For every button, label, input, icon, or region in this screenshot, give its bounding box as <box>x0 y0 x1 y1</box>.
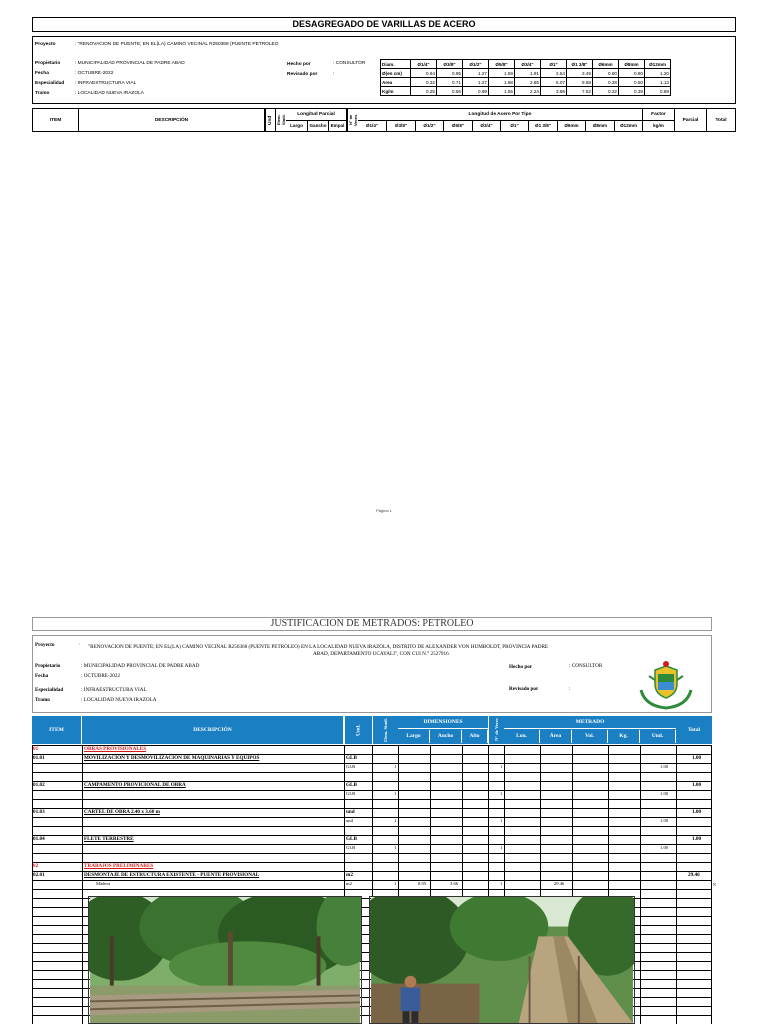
row-und: GLB <box>346 782 357 788</box>
diam-cell: 0.56 <box>437 87 463 96</box>
fecha-value: : OCTUBRE-2022 <box>75 71 114 76</box>
row-elem: 1 <box>394 818 397 823</box>
page-number: Página 1 <box>376 508 392 513</box>
col-tipo: Ø6mm <box>558 120 586 131</box>
row-und: und <box>346 809 355 815</box>
diam-header: Diam. <box>381 60 411 69</box>
col-tipo: Ø5/8" <box>444 120 473 131</box>
especialidad-label: Especialidad <box>35 687 64 693</box>
fecha-value: : OCTUBRE-2022 <box>81 673 121 679</box>
row-metrado-und: 1.00 <box>660 791 669 796</box>
row-veces: 1 <box>500 818 503 823</box>
row-desc: MOVILIZACION Y DESMOVILIZACION DE MAQUINARIAS Y EQUIPOS <box>84 755 260 761</box>
hecho-label: Hecho por <box>287 62 311 67</box>
kgm-row <box>381 87 671 96</box>
col-tipo: Ø1/2" <box>416 120 444 131</box>
col-gancho: Gancho <box>308 120 329 131</box>
col-und: Und <box>265 109 275 131</box>
fecha-label: Fecha <box>35 673 49 679</box>
row-und: GLB <box>346 845 356 850</box>
diam-header: Ø5/8" <box>489 60 515 69</box>
especialidad-value: : INFRAESTRUCTURA VIAL <box>75 81 137 86</box>
row-ancho: 3.66 <box>450 881 459 886</box>
diam-cell: 1.13 <box>645 78 671 87</box>
col-tipo: Ø3/4" <box>473 120 501 131</box>
row-item: 01.02 <box>33 782 45 788</box>
row-desc: DESMONTAJE DE ESTRUCTURA EXISTENTE - PUENTE PROVISIONAL <box>84 872 260 878</box>
col-n-veces: N° de Veces <box>488 716 504 744</box>
proyecto-value: : "RENOVACION DE PUENTE; EN EL(LA) CAMINO VECINAL R250368 (PUENTE PETROLEO <box>75 42 279 47</box>
project-info-box-2: Proyecto : "RENOVACION DE PUENTE; EN EL(LA) CAMINO VECINAL R250368 (PUENTE PETROLEO) EN LA LOCALIDAD NUEVA IRAZOLA, DISTRITO DE ALEXANDER VON HUMBOLDT, PROVINCIA PADRE ABAD, DEPARTAMENTO UCAYALI", CON CUI N.° 2527916 Propietario : MUNICIPALIDAD PROVINCIAL DE PADRE ABAD Fecha : OCTUBRE-2022 Especialidad : INFRAESTRUCTURA VIAL Tramo : LOCALIDAD NUEVA IRAZOLA Hecho por : CONSULTOR Revisado por : <box>32 635 712 713</box>
col-long-parcial: Longitud Parcial <box>286 109 347 120</box>
diam-row-label: Kg/m <box>381 87 411 96</box>
diam-cell: 0.89 <box>645 87 671 96</box>
diam-cell: 1.27 <box>463 69 489 78</box>
col-und: Und. <box>344 716 372 744</box>
row-veces: 1 <box>500 845 503 850</box>
site-photo-forest <box>88 896 362 1024</box>
hecho-value: : CONSULTOR <box>333 61 366 66</box>
diameter-table <box>380 59 671 96</box>
propietario-label: Propietario <box>35 61 61 66</box>
row-und: GLB <box>346 836 357 842</box>
diam-cell: 1.55 <box>489 87 515 96</box>
especialidad-value: : INFRAESTRUCTURA VIAL <box>81 687 147 693</box>
propietario-label: Propietario <box>35 663 61 669</box>
diam-header: Ø3/8" <box>437 60 463 69</box>
row-desc: CARTEL DE OBRA 2.40 x 3.60 m <box>84 809 160 815</box>
row-desc: CAMPAMENTO PROVICIONAL DE OBRA <box>84 782 186 788</box>
diameter-header-row <box>381 60 671 69</box>
page-title: DESAGREGADO DE VARILLAS DE ACERO <box>32 17 736 32</box>
col-elem: Elem. Simil. <box>372 716 398 744</box>
diam-cell: 1.98 <box>489 78 515 87</box>
col-total: Total <box>687 727 701 733</box>
diam-header: Ø1 3/8" <box>567 60 593 69</box>
diam-header: Ø1/4" <box>411 60 437 69</box>
diam-cell: 1.20 <box>645 69 671 78</box>
row-total: 1.00 <box>692 809 702 815</box>
diam-cell: 3.98 <box>541 87 567 96</box>
row-elem: 1 <box>394 764 397 769</box>
diam-cell: 0.50 <box>619 78 645 87</box>
proyecto-value-2: ABAD, DEPARTAMENTO UCAYALI", CON CUI N.° 2527916 <box>313 651 449 657</box>
col-vol: Vol. <box>572 730 608 743</box>
row-veces: 1 <box>500 764 503 769</box>
col-descripcion: DESCRIPCIÓN <box>82 716 344 744</box>
col-kgm: kg/m <box>643 120 675 131</box>
col-factor: Factor <box>643 109 675 120</box>
row-elem: 1 <box>394 845 397 850</box>
col-item: ITEM <box>33 109 79 131</box>
proyecto-label: Proyecto <box>35 42 56 47</box>
diam-cell: 0.25 <box>411 87 437 96</box>
col-lon: Lon. <box>504 730 540 743</box>
diam-header: Ø1/2" <box>463 60 489 69</box>
col-empal: Empal <box>329 120 347 131</box>
row-metrado-und: 1.00 <box>660 818 669 823</box>
propietario-value: : MUNICIPALIDAD PROVINCIAL DE PADRE ABAD <box>81 663 200 669</box>
row-und: m2 <box>346 872 353 878</box>
diam-cell: 0.95 <box>437 69 463 78</box>
col-dimensiones: DIMENSIONES <box>398 716 488 729</box>
col-tipo: Ø3/8" <box>387 120 416 131</box>
diam-cell: 0.60 <box>593 69 619 78</box>
col-alto: Alto <box>462 730 488 743</box>
diam-cell: 2.85 <box>515 78 541 87</box>
col-metrado: METRADO <box>504 716 676 729</box>
row-total: 1.00 <box>692 782 702 788</box>
diam-header: Ø3/4" <box>515 60 541 69</box>
row-total: 29.46 <box>688 872 700 878</box>
diam-row-label: Ø(en cm) <box>381 69 411 78</box>
site-photo-road <box>369 896 635 1024</box>
row-sub-desc: Madera <box>96 881 111 886</box>
row-veces: 1 <box>500 791 503 796</box>
col-elem: Elem. Simil. <box>275 109 286 131</box>
col-n-veces: N° de Veces <box>347 109 358 131</box>
hecho-label: Hecho por <box>509 664 533 670</box>
proyecto-value: "RENOVACION DE PUENTE; EN EL(LA) CAMINO VECINAL R250368 (PUENTE PETROLEO) EN LA LOCALIDAD NUEVA IRAZOLA, DISTRITO DE ALEXANDER VON HUMBOLDT, PROVINCIA PADRE <box>88 644 549 650</box>
tramo-label: Tramo <box>35 697 50 703</box>
row-desc: OBRAS PROVISIONALES <box>84 746 147 752</box>
diam-cell: 2.24 <box>515 87 541 96</box>
fecha-label: Fecha <box>35 71 49 76</box>
diam-cell: 1.91 <box>515 69 541 78</box>
row-und: GLB <box>346 755 357 761</box>
row-item: 01.01 <box>33 755 45 761</box>
row-veces: 1 <box>500 881 503 886</box>
diam-cell: 0.64 <box>411 69 437 78</box>
row-und: m2 <box>346 881 352 886</box>
col-descripcion: DESCRIPCIÓN <box>79 109 265 131</box>
col-parcial: Parcial <box>675 109 707 131</box>
diam-cell: 7.52 <box>567 87 593 96</box>
diam-cell: 5.07 <box>541 78 567 87</box>
metrado-table-header <box>32 716 712 744</box>
revisado-label: Revisado por <box>509 686 539 692</box>
diam-cell: 2.54 <box>541 69 567 78</box>
revisado-value: : <box>333 72 335 77</box>
row-total: 1.00 <box>692 836 702 842</box>
diam-cell: 0.71 <box>437 78 463 87</box>
row-total: 1.00 <box>692 755 702 761</box>
col-tipo: Ø12mm <box>615 120 643 131</box>
rebar-table-header <box>32 108 736 132</box>
diameter-row <box>381 69 671 78</box>
tramo-value: : LOCALIDAD NUEVA IRAZOLA <box>81 697 157 703</box>
row-area: 29.46 <box>554 881 565 886</box>
col-largo: Largo <box>286 120 308 131</box>
col-tipo: Ø8mm <box>586 120 615 131</box>
row-item: 02.01 <box>33 872 45 878</box>
col-area: Área <box>540 730 572 743</box>
tramo-value: : LOCALIDAD NUEVA IRAZOLA <box>75 91 144 96</box>
hecho-value: : CONSULTOR <box>569 663 603 669</box>
col-total: Total <box>715 117 727 123</box>
row-und: und <box>346 818 353 823</box>
diam-cell: 0.39 <box>619 87 645 96</box>
area-row <box>381 78 671 87</box>
col-tipo: Ø1" <box>501 120 529 131</box>
diam-cell: 1.59 <box>489 69 515 78</box>
col-item: ITEM <box>32 716 82 744</box>
row-item: 02 <box>33 863 39 869</box>
propietario-value: : MUNICIPALIDAD PROVINCIAL DE PADRE ABAD <box>75 61 185 66</box>
diam-cell: 0.80 <box>619 69 645 78</box>
diam-cell: 0.22 <box>593 87 619 96</box>
diam-header: Ø12mm <box>645 60 671 69</box>
row-mark: N <box>713 882 716 887</box>
row-item: 01.03 <box>33 809 45 815</box>
diam-header: Ø1" <box>541 60 567 69</box>
especialidad-label: Especialidad <box>35 81 65 86</box>
row-item: 01 <box>33 746 39 752</box>
row-metrado-und: 1.00 <box>660 764 669 769</box>
proyecto-label: Proyecto <box>35 642 55 648</box>
row-und: GLB <box>346 791 356 796</box>
col-und2: Und. <box>640 730 676 743</box>
col-long-tipo: Longitud de Acero Por Tipo <box>358 109 643 120</box>
row-metrado-und: 1.00 <box>660 845 669 850</box>
tramo-label: Tramo <box>35 91 50 96</box>
col-largo: Largo <box>398 730 430 743</box>
diam-cell: 0.32 <box>411 78 437 87</box>
diam-row-label: Area <box>381 78 411 87</box>
row-largo: 8.05 <box>418 881 427 886</box>
row-desc: TRABAJOS PRELIMINARES <box>84 863 154 869</box>
municipality-logo <box>637 660 695 710</box>
diam-cell: 3.49 <box>567 69 593 78</box>
diam-cell: 0.99 <box>463 87 489 96</box>
col-tipo: Ø1/4" <box>358 120 387 131</box>
diam-header: Ø6mm <box>593 60 619 69</box>
diam-cell: 0.28 <box>593 78 619 87</box>
revisado-value: : <box>569 686 571 692</box>
row-elem: 1 <box>394 881 397 886</box>
row-desc: FLETE TERRESTRE <box>84 836 134 842</box>
col-ancho: Ancho <box>430 730 462 743</box>
col-kg: Kg. <box>608 730 640 743</box>
diam-header: Ø8mm <box>619 60 645 69</box>
row-item: 01.04 <box>33 836 45 842</box>
revisado-label: Revisado por <box>287 72 318 77</box>
row-und: GLB <box>346 764 356 769</box>
justificacion-title: JUSTIFICACION DE METRADOS: PETROLEO <box>32 617 712 631</box>
diam-cell: 9.58 <box>567 78 593 87</box>
col-tipo: Ø1 3/8" <box>529 120 558 131</box>
diam-cell: 1.27 <box>463 78 489 87</box>
row-elem: 1 <box>394 791 397 796</box>
